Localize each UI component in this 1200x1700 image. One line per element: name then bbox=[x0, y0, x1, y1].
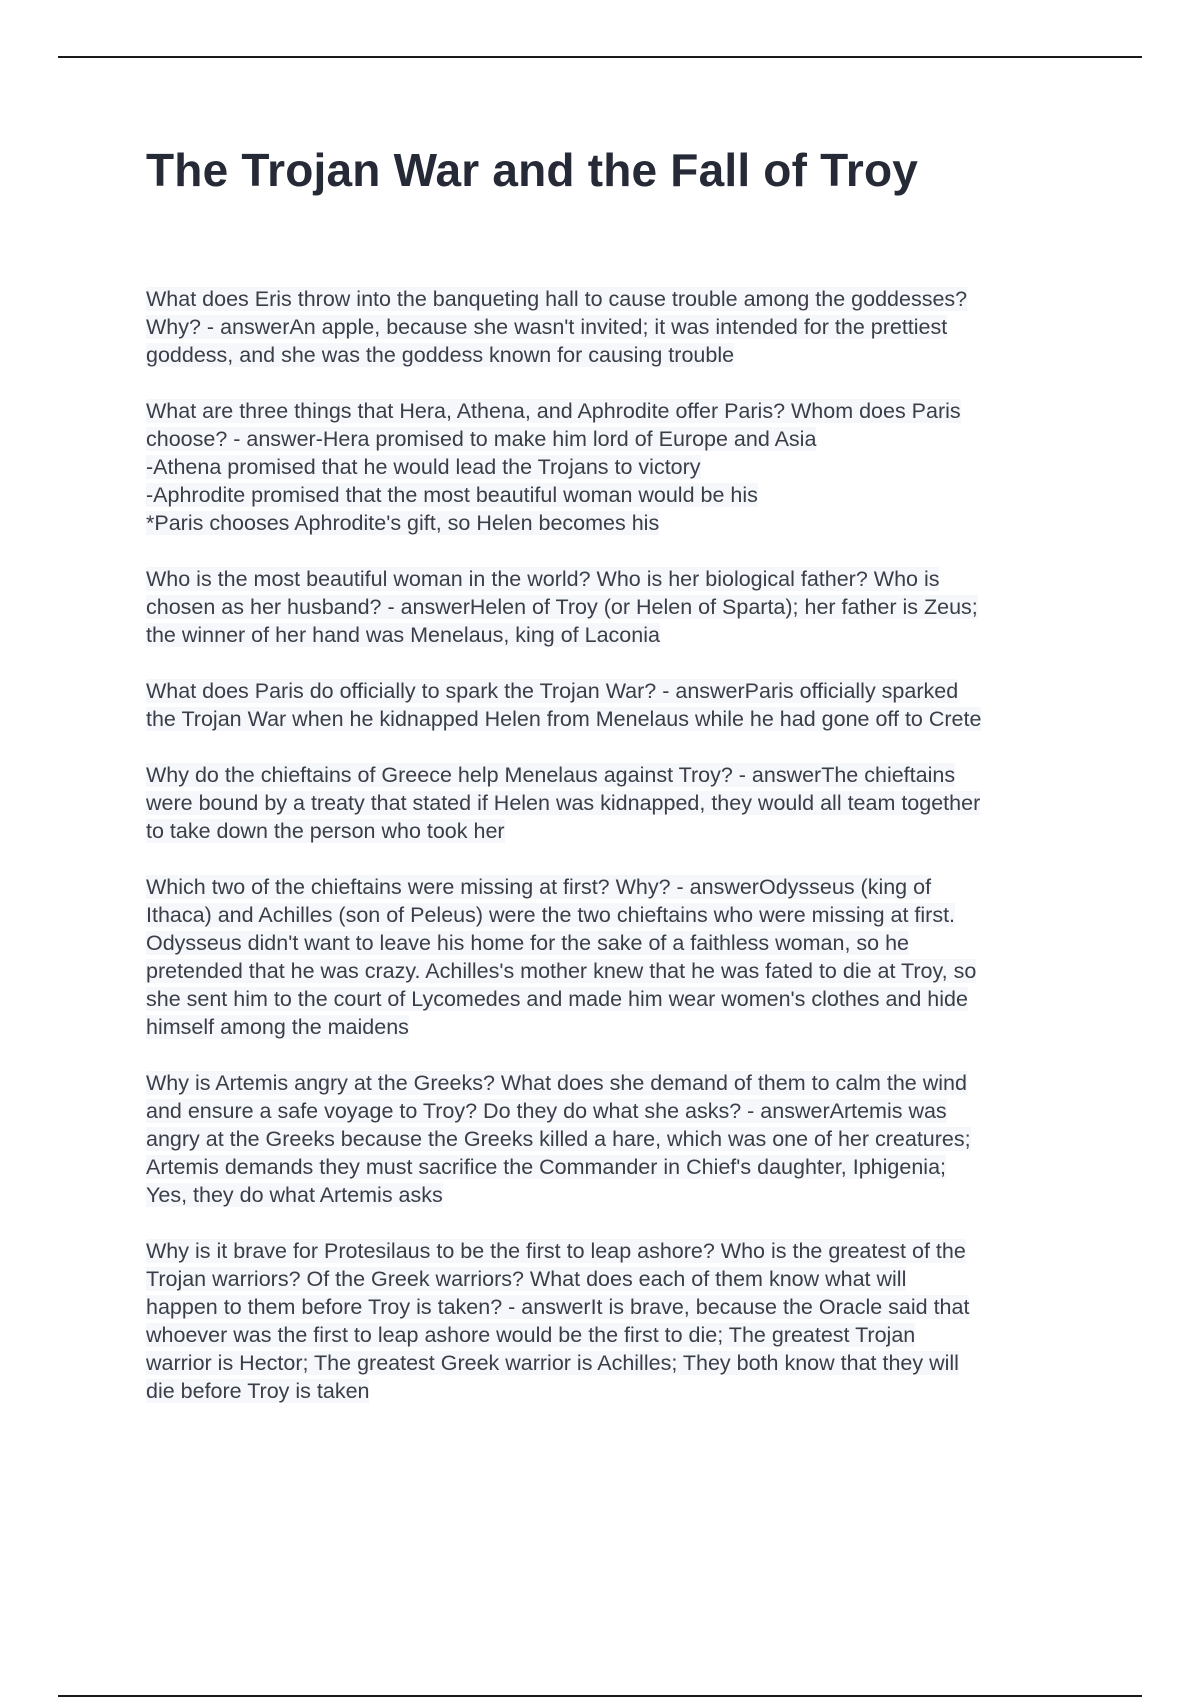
qa-line-text: pretended that he was crazy. Achilles's mother knew that he was fated to die at Troy, so bbox=[146, 959, 977, 983]
qa-line-text: whoever was the first to leap ashore would be the first to die; The greatest Trojan bbox=[146, 1323, 916, 1347]
qa-line-text: Why? - answerAn apple, because she wasn't invited; it was intended for the prettiest bbox=[146, 315, 948, 339]
qa-line bbox=[146, 621, 1092, 649]
qa-line bbox=[146, 901, 1092, 929]
qa-line bbox=[146, 313, 1092, 341]
qa-line bbox=[146, 929, 1092, 957]
qa-line bbox=[146, 453, 1092, 481]
qa-line bbox=[146, 1125, 1092, 1153]
qa-paragraph bbox=[146, 873, 1092, 1041]
qa-line bbox=[146, 285, 1092, 313]
qa-line bbox=[146, 1097, 1092, 1125]
qa-line-text: Who is the most beautiful woman in the world? Who is her biological father? Who is bbox=[146, 567, 940, 591]
qa-line-text: Which two of the chieftains were missing at first? Why? - answerOdysseus (king of bbox=[146, 875, 932, 899]
qa-line-text: Why is it brave for Protesilaus to be the first to leap ashore? Who is the greatest of the bbox=[146, 1239, 966, 1263]
qa-line-text: choose? - answer-Hera promised to make him lord of Europe and Asia bbox=[146, 427, 817, 451]
qa-line-text: *Paris chooses Aphrodite's gift, so Helen becomes his bbox=[146, 511, 660, 535]
qa-line-text: and ensure a safe voyage to Troy? Do they do what she asks? - answerArtemis was bbox=[146, 1099, 947, 1123]
qa-line bbox=[146, 1293, 1092, 1321]
qa-line-text: What does Eris throw into the banqueting hall to cause trouble among the goddesses? bbox=[146, 287, 968, 311]
qa-line-text: were bound by a treaty that stated if Helen was kidnapped, they would all team together bbox=[146, 791, 981, 815]
qa-line bbox=[146, 1377, 1092, 1405]
qa-line-text: -Aphrodite promised that the most beautiful woman would be his bbox=[146, 483, 758, 507]
qa-line bbox=[146, 481, 1092, 509]
qa-line-text: the winner of her hand was Menelaus, king of Laconia bbox=[146, 623, 660, 647]
qa-line bbox=[146, 1181, 1092, 1209]
qa-line-text: Why is Artemis angry at the Greeks? What does she demand of them to calm the wind bbox=[146, 1071, 967, 1095]
qa-line bbox=[146, 985, 1092, 1013]
qa-line-text: Ithaca) and Achilles (son of Peleus) were the two chieftains who were missing at first. bbox=[146, 903, 956, 927]
qa-line-text: happen to them before Troy is taken? - answerIt is brave, because the Oracle said that bbox=[146, 1295, 970, 1319]
qa-line bbox=[146, 593, 1092, 621]
qa-line-text: Why do the chieftains of Greece help Menelaus against Troy? - answerThe chieftains bbox=[146, 763, 956, 787]
qa-line-text: Odysseus didn't want to leave his home for the sake of a faithless woman, so he bbox=[146, 931, 909, 955]
qa-paragraph bbox=[146, 1069, 1092, 1209]
qa-line-text: chosen as her husband? - answerHelen of Troy (or Helen of Sparta); her father is Zeus; bbox=[146, 595, 978, 619]
qa-paragraph bbox=[146, 397, 1092, 537]
qa-line-text: himself among the maidens bbox=[146, 1015, 409, 1039]
qa-line-text: What does Paris do officially to spark the Trojan War? - answerParis officially sparked bbox=[146, 679, 959, 703]
qa-line-text: die before Troy is taken bbox=[146, 1379, 370, 1403]
qa-line-text: goddess, and she was the goddess known for causing trouble bbox=[146, 343, 735, 367]
qa-line bbox=[146, 397, 1092, 425]
qa-paragraph bbox=[146, 285, 1092, 369]
top-divider bbox=[58, 56, 1142, 58]
qa-line bbox=[146, 509, 1092, 537]
qa-line-text: Yes, they do what Artemis asks bbox=[146, 1183, 443, 1207]
qa-line bbox=[146, 873, 1092, 901]
qa-line-text: to take down the person who took her bbox=[146, 819, 505, 843]
qa-line bbox=[146, 817, 1092, 845]
qa-line bbox=[146, 957, 1092, 985]
qa-line bbox=[146, 425, 1092, 453]
qa-line bbox=[146, 1265, 1092, 1293]
qa-line bbox=[146, 341, 1092, 369]
qa-line bbox=[146, 1321, 1092, 1349]
qa-line-text: she sent him to the court of Lycomedes and made him wear women's clothes and hide bbox=[146, 987, 968, 1011]
qa-line-text: Trojan warriors? Of the Greek warriors? What does each of them know what will bbox=[146, 1267, 907, 1291]
qa-line bbox=[146, 1237, 1092, 1265]
qa-line bbox=[146, 1013, 1092, 1041]
qa-paragraph bbox=[146, 565, 1092, 649]
qa-line bbox=[146, 789, 1092, 817]
qa-line bbox=[146, 1069, 1092, 1097]
qa-line-text: Artemis demands they must sacrifice the Commander in Chief's daughter, Iphigenia; bbox=[146, 1155, 946, 1179]
qa-line-text: -Athena promised that he would lead the Trojans to victory bbox=[146, 455, 701, 479]
qa-line bbox=[146, 677, 1092, 705]
qa-line-text: the Trojan War when he kidnapped Helen from Menelaus while he had gone off to Crete bbox=[146, 707, 982, 731]
qa-line bbox=[146, 565, 1092, 593]
qa-line bbox=[146, 1153, 1092, 1181]
qa-paragraph bbox=[146, 1237, 1092, 1405]
qa-paragraph bbox=[146, 677, 1092, 733]
qa-line-text: angry at the Greeks because the Greeks killed a hare, which was one of her creatures; bbox=[146, 1127, 971, 1151]
qa-line-text: What are three things that Hera, Athena, and Aphrodite offer Paris? Whom does Paris bbox=[146, 399, 961, 423]
page-title: The Trojan War and the Fall of Troy bbox=[146, 144, 919, 196]
qa-line bbox=[146, 1349, 1092, 1377]
qa-paragraph bbox=[146, 761, 1092, 845]
qa-line-text: warrior is Hector; The greatest Greek warrior is Achilles; They both know that they will bbox=[146, 1351, 959, 1375]
qa-list bbox=[146, 285, 1092, 1433]
qa-line bbox=[146, 705, 1092, 733]
qa-line bbox=[146, 761, 1092, 789]
bottom-divider bbox=[58, 1695, 1142, 1697]
